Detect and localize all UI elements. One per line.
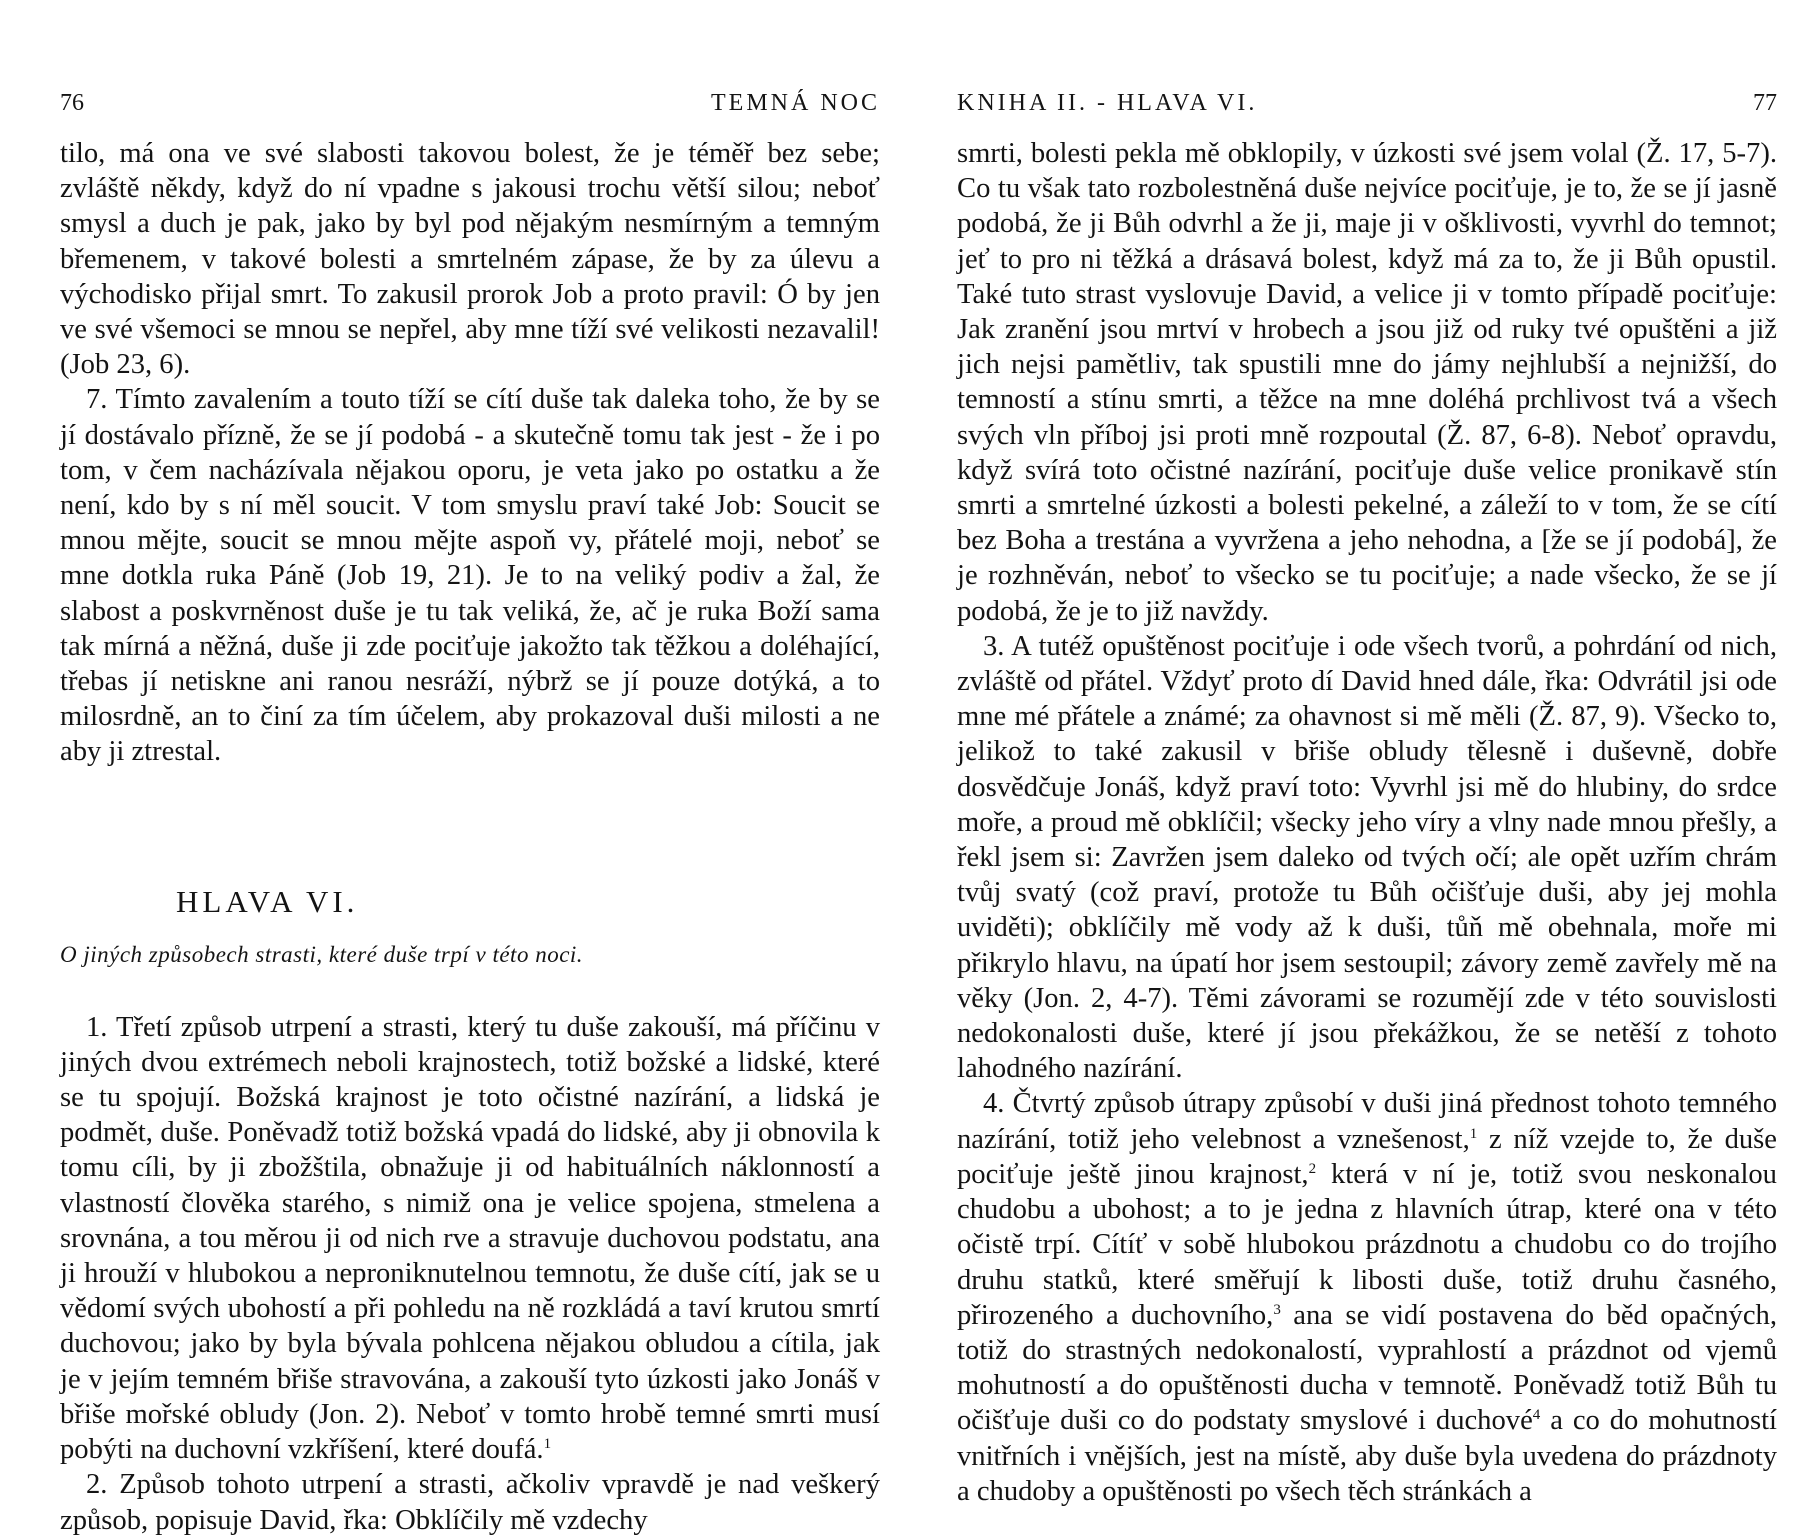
footnote-marker: 1 xyxy=(543,1436,552,1453)
paragraph-continuation: tilo, má ona ve své slabosti takovou bolest, že je téměř bez sebe; zvláště někdy, když do ní vpadne s jakousi trochu větší silou; neboť smysl a duch je pak, jako by byl pod nějakým nesmírným a temným břemenem, v takové bolesti a smrtelném zápase, že by za úlevu a východisko přijal smrt. To zakusil prorok Job a proto pravil: Ó by jen ve své všemoci se mnou se nepřel, aby mne tíží své velikosti nezavalil! (Job 23, 6). xyxy=(60,138,880,381)
paragraph-4-text: 4. Čtvrtý způsob útrapy způsobí v duši jiná přednost tohoto temného nazírání, totiž jeho velebnost a vznešenost, xyxy=(957,1088,1777,1155)
paragraph-3: 3. A tutéž opuštěnost pociťuje i ode všech tvorů, a pohrdání od nich, zvláště od přátel. Vždyť proto dí David hned dále, řka: Odvrátil jsi ode mne mé přátele a známé; za ohavnost si mě měli (Ž. 87, 9). Všecko to, jelikož to také zakusil v břiše obludy tělesně i duševně, dobře dosvědčuje Jonáš, když praví toto: Vyvrhl jsi mě do hlubiny, do srdce moře, a proud mě obklíčil; všecky jeho víry a vlny nade mnou přešly, a řekl jsem si: Zavržen jsem daleko od tvých očí; ale opět uzřím chrám tvůj svatý (což praví, protože tu Bůh očišťuje duši, aby jej mohla uviděti); obklíčily mě vody až k duši, tůň mě obehnala, moře mi přikrylo hlavu, na úpatí hor jsem sestoupil; závory země zavřely mě na věky (Jon. 2, 4-7). Těmi závorami se rozumějí zde v této souvislosti nedokonalosti duše, které jí jsou překážkou, že se netěší z tohoto lahodného nazírání. xyxy=(957,630,1777,1085)
left-page-number: 76 xyxy=(60,90,84,116)
paragraph-continuation: smrti, bolesti pekla mě obklopily, v úzkosti své jsem volal (Ž. 17, 5-7). Co tu však tato rozbolestněná duše nejvíce pociťuje, je to, že se jí jasně podobá, že ji Bůh odvrhl a že ji, maje ji v ošklivosti, vyvrhl do temnot; jeť to pro ni těžká a drásavá bolest, když má za to, že ji Bůh opustil. Také tuto strast vyslovuje David, a velice ji v tomto případě pociťuje: Jak zranění jsou mrtví v hrobech a jsou již od ruky tvé opuštěni a již jich nejsi pamětliv, tak spustili mne do jámy nejhlubší a nejnižší, do temností a stínu smrti, a těžce na mne doléhá prchlivost tvá a všech svých vln příboj jsi proti mně rozpoutal (Ž. 87, 6-8). Neboť opravdu, když svírá toto očistné nazírání, pociťuje duše velice pronikavě stín smrti a smrtelné úzkosti a bolesti pekelné, a záleží to v tom, že se cítí bez Boha a trestána a vyvržena a jeho nehodna, a [že se jí podobá], že je rozhněván, neboť to všecko se tu pociťuje; a nade všecko, že se jí podobá, že je to již navždy. xyxy=(957,138,1777,627)
footnote-marker: 2 xyxy=(1308,1160,1317,1177)
paragraph-7: 7. Tímto zavalením a touto tíží se cítí duše tak daleka toho, že by se jí dostávalo přízně, že se jí podobá - a skutečně tomu tak jest - že i po tom, v čem nacházívala nějakou oporu, je veta jako po ostatku a že není, kdo by s ní měl soucit. V tom smyslu praví také Job: Soucit se mnou mějte, soucit se mnou mějte aspoň vy, přátelé moji, neboť se mne dotkla ruka Páně (Job 19, 21). Je to na veliký podiv a žal, že slabost a poskvrněnost duše je tu tak veliká, že, ač je ruka Boží sama tak mírná a něžná, duše ji zde pociťuje jakožto tak těžkou a doléhající, třebas jí netiskne ani ranou nesráží, nýbrž se jí pouze dotýká, a to milosrdně, an to činí za tím účelem, aby prokazoval duši milosti a ne aby ji ztrestal. xyxy=(60,384,880,768)
left-running-title: TEMNÁ NOC xyxy=(711,90,880,116)
left-running-head xyxy=(60,86,880,120)
left-body xyxy=(60,136,880,770)
footnote-marker: 4 xyxy=(1532,1407,1541,1424)
right-body xyxy=(957,136,1777,1509)
paragraph-4 xyxy=(957,1086,1777,1508)
chapter-heading: HLAVA VI. xyxy=(176,883,359,919)
right-page-number: 77 xyxy=(1753,90,1777,116)
right-running-head xyxy=(957,86,1777,120)
chapter-body xyxy=(60,1010,880,1538)
paragraph-4-text: a co do mohutností vnitřních i vnějších, jest na místě, aby duše byla uvedena do prázdnoty a chudoby a opuštěnosti po všech těch stránkách a xyxy=(957,1405,1777,1507)
paragraph-4-text: která v ní je, totiž svou neskonalou chudobu a ubohost; a to je jedna z hlavních útrap, které ona v této očistě trpí. Cítíť v sobě hlubokou prázdnotu a chudobu co do trojího druhu statků, které směřují k libosti duše, totiž druhu časného, přirozeného a duchovního, xyxy=(957,1158,1777,1331)
footnote-marker: 1 xyxy=(1469,1125,1478,1142)
paragraph-2: 2. Způsob tohoto utrpení a strasti, ačkoliv vpravdě je nad veškerý způsob, popisuje David, řka: Obklíčily mě vzdechy xyxy=(60,1469,880,1536)
chapter-subtitle: O jiných způsobech strasti, které duše trpí v této noci. xyxy=(60,941,584,967)
right-running-title: KNIHA II. - HLAVA VI. xyxy=(957,90,1258,116)
paragraph-4-text: ana se vidí postavena do běd opačných, totiž do strastných nedokonalostí, vyprahlostí a prázdnot od vjemů mohutností a do opuštěnosti ducha v temnotě. Poněvadž totiž Bůh tu očišťuje duši co do podstaty smyslové i duchové xyxy=(957,1299,1777,1437)
right-page xyxy=(957,86,1777,1509)
paragraph-4-text: z níž vzejde to, že duše pociťuje ještě jinou krajnost, xyxy=(957,1123,1778,1190)
paragraph-1 xyxy=(60,1010,880,1468)
paragraph-1-text: 1. Třetí způsob utrpení a strasti, který tu duše zakouší, má příčinu v jiných dvou extrémech neboli krajnostech, totiž božské a lidské, které se tu spojují. Božská krajnost je toto očistné nazírání, a lidská je podmět, duše. Poněvadž totiž božská vpadá do lidské, aby ji obnovila k tomu cíli, by ji zbožštila, obnažuje ji od habituálních náklonností a vlastností člověka starého, s nimiž ona je velice spojena, stmelena a srovnána, a tou měrou ji od nich rve a stravuje duchovou podstatu, ana ji hrouží v hlubokou a neproniknutelnou temnotu, že duše cítí, jak se u vědomí svých ubohostí a při pohledu na ně rozkládá a taví krutou smrtí duchovou; jako by byla bývala pohlcena nějakou obludou a cítila, jak je v jejím temném břiše stravována, a zakouší tyto úzkosti jako Jonáš v břiše mořské obludy (Jon. 2). Neboť v tomto hrobě temné smrti musí pobýti na duchovní vzkříšení, které doufá. xyxy=(60,1011,880,1466)
left-page xyxy=(60,86,880,1538)
footnote-marker: 3 xyxy=(1273,1301,1281,1318)
